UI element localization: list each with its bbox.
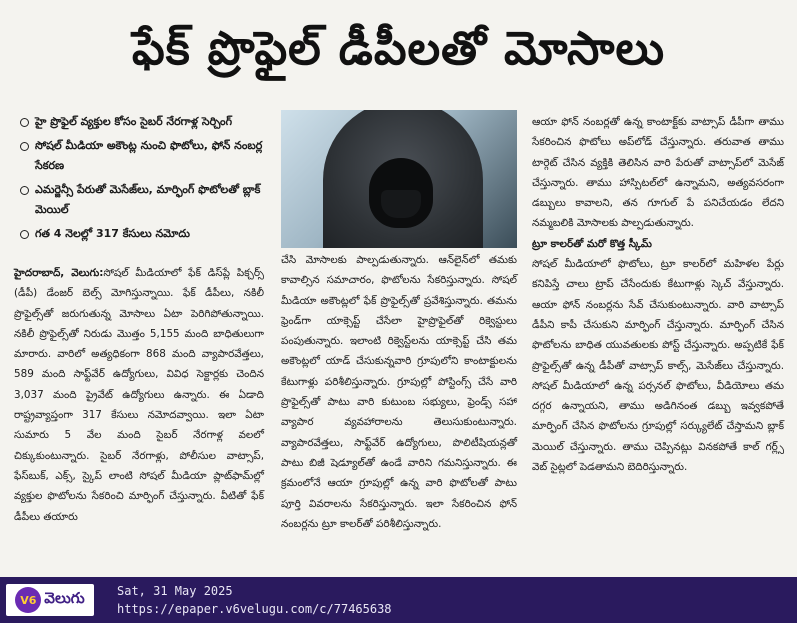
- bullet-circle-icon: [20, 186, 29, 195]
- v6-badge-icon: V6: [15, 587, 41, 613]
- edition-date: Sat, 31 May 2025: [117, 584, 233, 598]
- epaper-url[interactable]: https://epaper.v6velugu.com/c/77465638: [117, 602, 392, 616]
- dateline: హైదరాబాద్, వెలుగు:: [14, 267, 104, 279]
- article-column-1: [14, 263, 264, 527]
- bullet-list: [20, 112, 268, 248]
- column-1-text: [14, 263, 264, 527]
- face-mask: [381, 190, 421, 218]
- bullet-item: [20, 224, 268, 244]
- column-2-text: చేసి మోసాలకు పాల్పడుతున్నారు. ఆన్‌లైన్‌లో తమకు కావాల్సిన సమాచారం, ఫొటోలను సేకరిస్తున్నారు. సోషల్ మీడియా అకౌంట్లలో ఫేక్ ప్రొఫైల్స్‌తో ప్రవేశిస్తున్నారు. తమను ఫ్రెండ్‌గా యాక్సెప్ట్ చేసేలా హైప్రొఫైల్‌తో రిక్వెస్టులు పంపుతున్నారు. ఇలాంటి రిక్వెస్ట్‌లను యాక్సెప్ట్ చేసి తమ అకౌంట్లలో యాడ్ చేసుకున్నవారి గ్రూపులోని కాంటాక్టులను కేటుగాళ్లు పరిశీలిస్తున్నారు. గ్రూపుల్లో పోస్టింగ్స్ చేసే వారి ప్రొఫైల్స్‌తో పాటు వారి కుటుంబ సభ్యులు, ఫ్రెండ్స్ సహా వ్యాపార వ్యవహారాలను తెలుసుకుంటున్నారు. వ్యాపారవేత్తలు, సాఫ్ట్‌వేర్ ఉద్యోగులు, పొలిటీషియన్లతో పాటు బిజీ షెడ్యూల్‌తో ఉండే వారిని గమనిస్తున్నారు. ఈ క్రమంలోనే ఆయా గ్రూపుల్లో ఉన్న వారి ఫొటోలతో పాటు పూర్తి వివరాలను సేకరిస్తున్నారు. ఇలా సేకరించిన ఫోన్ నంబర్లను ట్రూ కాలర్‌తో పరిశీలిస్తున్నారు.: [281, 254, 517, 530]
- bullet-circle-icon: [20, 142, 29, 151]
- article-column-3: [532, 112, 784, 477]
- bullet-circle-icon: [20, 118, 29, 127]
- headline: ఫేక్ ప్రొఫైల్ డీపీలతో మోసాలు: [131, 21, 666, 75]
- bullet-text: ఎమర్జెన్సీ పేరుతో మెసేజ్‌లు, మార్ఫింగ్ ఫొటోలతో బ్లాక్ మెయిల్: [35, 183, 261, 216]
- hooded-hacker-photo: [281, 110, 517, 248]
- footer-bar: [0, 577, 797, 623]
- bullet-text: సోషల్ మీడియా అకౌంట్ల నుంచి ఫొటోలు, ఫోన్ నంబర్ల సేకరణ: [35, 139, 263, 172]
- bullet-item: [20, 112, 268, 132]
- column-3-subheading: ట్రూ కాలర్‌తో మరో కొత్త స్కీమ్: [532, 237, 652, 250]
- logo-name: వెలుగు: [44, 589, 85, 607]
- velugu-logo[interactable]: [6, 584, 94, 616]
- column-1-body: సోషల్ మీడియాలో ఫేక్ డిస్‌ప్లే పిక్చర్స్ (డీపీ) డేంజర్ బెల్స్ మోగిస్తున్నాయి. ఫేక్ డీపీలు, నకిలీ ప్రొఫైల్స్‌తో జరుగుతున్న మోసాలు ఏటా పెరిగిపోతున్నాయి. నకిలీ ప్రొఫైల్స్‌తో నిరుడు మొత్తం 5,155 మంది బాధితులుగా మారారు. వారిలో అత్యధికంగా 868 మంది వ్యాపారవేత్తలు, 589 మంది సాఫ్ట్‌వేర్ ఉద్యోగులు, వివిధ సెక్టార్లకు చెందిన 3,037 మంది ప్రైవేట్ ఉద్యోగులు ఉన్నారు. ఈ ఏడాది రాష్ట్రవ్యాప్తంగా 317 కేసులు నమోదవ్వాయి. ఇలా ఏటా సుమారు 5 వేల మంది సైబర్ నేరగాళ్ల వలలో చిక్కుకుంటున్నారు. సైబర్ నేరగాళ్లు, పోలీసుల వాట్సాప్, ఫేస్‌బుక్, ఎక్స్, స్కైప్ లాంటి సోషల్ మీడియా ప్లాట్‌ఫామ్‌ల్లో వ్యక్తుల ఫొటోలను సేకరించి మార్ఫింగ్ చేస్తున్నారు. వీటితో ఫేక్ డీపీలు తయారు: [14, 267, 264, 523]
- bullet-circle-icon: [20, 230, 29, 239]
- bullet-item: [20, 180, 268, 220]
- article-column-2: [281, 250, 517, 534]
- column-3-para-2: సోషల్ మీడియాలో ఫొటోలు, ట్రూ కాలర్‌లో మహిళల పేర్లు కనిపిస్తే చాలు ట్రాప్ చేసేందుకు కేటుగాళ్లు స్కెచ్ వేస్తున్నారు. ఆయా ఫోన్ నంబర్లను సేవ్ చేసుకుంటున్నారు. వారి వాట్సాప్ డీపీని కాపీ చేసుకుని మార్ఫింగ్ చేస్తున్నారు. మార్ఫింగ్ చేసిన ఫొటోలను బాధిత యువతులకు పోస్ట్ చేస్తున్నారు. అప్పటికే ఫేక్ ప్రొఫైల్స్‌తో ఉన్న డీపీతో వాట్సాప్ కాల్స్, మెసేజ్‌లు చేస్తున్నారు. సోషల్ మీడియాలో ఉన్న పర్సనల్ ఫొటోలు, వీడియోలు తమ దగ్గర ఉన్నాయని, తాము అడిగినంత డబ్బు ఇవ్వకపోతే మార్ఫింగ్ చేసిన ఫొటోలను గ్రూపుల్లో సర్క్యులేట్ చేస్తామని బ్లాక్ మెయిల్ చేస్తున్నారు. తాము చెప్పినట్లు వినకపోతే కాల్ గర్ల్స్ వెబ్ సైట్లలో పెడతామని బెదిరిస్తున్నారు.: [532, 258, 784, 474]
- bullet-text: హై ప్రొఫైల్ వ్యక్తుల కోసం సైబర్ నేరగాళ్ల సెర్చింగ్: [35, 115, 233, 128]
- bullet-text: గత 4 నెలల్లో 317 కేసులు నమోదు: [35, 227, 190, 240]
- bullet-item: [20, 136, 268, 176]
- column-3-para-1: ఆయా ఫోన్ నంబర్లతో ఉన్న కాంటాక్ట్‌కు వాట్సాప్ డీపీగా తాము సేకరించిన ఫొటోలు అప్‌లోడ్ చేస్తున్నారు. తరువాత తాము టార్గెట్ చేసిన వ్యక్తికి తెలిసిన వారి పేరుతో వాట్సాప్‌లో మెసేజ్ చేస్తున్నారు. తాము హాస్పిటల్‌లో ఉన్నామని, అత్యవసరంగా డబ్బులు కావాలని, తన గూగుల్ పే పనిచేయడం లేదని నమ్మబలికి మోసాలకు పాల్పడుతున్నారు.: [532, 116, 784, 230]
